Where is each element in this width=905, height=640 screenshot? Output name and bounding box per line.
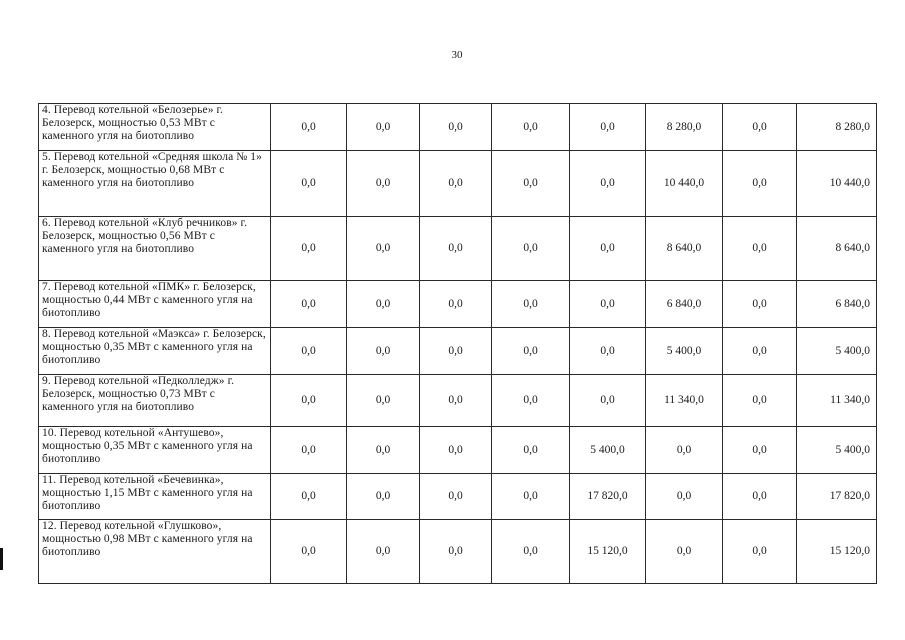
page-number: 30 [451,49,463,61]
table-row [39,427,877,474]
value-cell: 0,0 [492,281,570,328]
value-cell: 0,0 [492,104,570,151]
value-cell: 8 280,0 [646,104,723,151]
value-cell: 0,0 [570,375,646,427]
table-row [39,151,877,217]
row-total-cell: 6 840,0 [797,281,877,328]
value-cell: 0,0 [723,474,797,520]
value-cell: 0,0 [420,104,492,151]
value-cell: 0,0 [271,104,347,151]
row-description: 5. Перевод котельной «Средняя школа № 1» г. Белозерск, мощностью 0,68 МВт с каменного угля на биотопливо [39,151,271,217]
value-cell: 0,0 [570,328,646,375]
value-cell: 0,0 [420,375,492,427]
row-total-cell: 10 440,0 [797,151,877,217]
table-body [39,104,877,584]
value-cell: 0,0 [271,427,347,474]
value-cell: 0,0 [271,217,347,281]
row-description: 12. Перевод котельной «Глушково», мощностью 0,98 МВт с каменного угля на биотопливо [39,520,271,584]
value-cell: 0,0 [271,151,347,217]
value-cell: 0,0 [492,151,570,217]
value-cell: 0,0 [492,217,570,281]
row-description: 11. Перевод котельной «Бечевинка», мощностью 1,15 МВт с каменного угля на биотопливо [39,474,271,520]
budget-table [38,103,877,584]
value-cell: 0,0 [492,328,570,375]
row-total-cell: 11 340,0 [797,375,877,427]
value-cell: 0,0 [271,328,347,375]
value-cell: 0,0 [723,520,797,584]
value-cell: 0,0 [420,474,492,520]
value-cell: 0,0 [723,104,797,151]
value-cell: 0,0 [492,520,570,584]
value-cell: 0,0 [347,151,420,217]
value-cell: 6 840,0 [646,281,723,328]
value-cell: 0,0 [723,217,797,281]
value-cell: 0,0 [347,281,420,328]
row-total-cell: 15 120,0 [797,520,877,584]
table-row [39,520,877,584]
row-description: 6. Перевод котельной «Клуб речников» г. Белозерск, мощностью 0,56 МВт с каменного угля на биотопливо [39,217,271,281]
value-cell: 11 340,0 [646,375,723,427]
value-cell: 0,0 [492,375,570,427]
value-cell: 0,0 [723,281,797,328]
value-cell: 0,0 [347,217,420,281]
value-cell: 0,0 [347,375,420,427]
value-cell: 0,0 [347,474,420,520]
value-cell: 0,0 [347,427,420,474]
value-cell: 0,0 [347,328,420,375]
value-cell: 0,0 [271,281,347,328]
row-description: 7. Перевод котельной «ПМК» г. Белозерск, мощностью 0,44 МВт с каменного угля на биотопливо [39,281,271,328]
value-cell: 0,0 [570,281,646,328]
value-cell: 0,0 [723,151,797,217]
value-cell: 0,0 [570,104,646,151]
value-cell: 0,0 [420,151,492,217]
value-cell: 0,0 [492,474,570,520]
value-cell: 17 820,0 [570,474,646,520]
row-description: 10. Перевод котельной «Антушево», мощностью 0,35 МВт с каменного угля на биотопливо [39,427,271,474]
value-cell: 0,0 [646,474,723,520]
table-row [39,375,877,427]
row-total-cell: 5 400,0 [797,427,877,474]
value-cell: 0,0 [570,151,646,217]
row-total-cell: 8 280,0 [797,104,877,151]
table-row [39,217,877,281]
value-cell: 0,0 [420,217,492,281]
value-cell: 0,0 [646,520,723,584]
row-total-cell: 8 640,0 [797,217,877,281]
row-description: 8. Перевод котельной «Маэкса» г. Белозерск, мощностью 0,35 МВт с каменного угля на биотопливо [39,328,271,375]
row-description: 9. Перевод котельной «Педколледж» г. Белозерск, мощностью 0,73 МВт с каменного угля на биотопливо [39,375,271,427]
value-cell: 0,0 [347,520,420,584]
table-row [39,281,877,328]
value-cell: 15 120,0 [570,520,646,584]
value-cell: 0,0 [271,474,347,520]
table-row [39,104,877,151]
value-cell: 5 400,0 [570,427,646,474]
value-cell: 0,0 [492,427,570,474]
value-cell: 5 400,0 [646,328,723,375]
row-total-cell: 17 820,0 [797,474,877,520]
value-cell: 0,0 [347,104,420,151]
value-cell: 8 640,0 [646,217,723,281]
value-cell: 10 440,0 [646,151,723,217]
table-row [39,328,877,375]
table-row [39,474,877,520]
value-cell: 0,0 [723,375,797,427]
value-cell: 0,0 [420,520,492,584]
scan-mark-left [0,548,3,570]
value-cell: 0,0 [570,217,646,281]
value-cell: 0,0 [420,281,492,328]
value-cell: 0,0 [420,427,492,474]
value-cell: 0,0 [271,375,347,427]
value-cell: 0,0 [646,427,723,474]
value-cell: 0,0 [271,520,347,584]
row-total-cell: 5 400,0 [797,328,877,375]
row-description: 4. Перевод котельной «Белозерье» г. Белозерск, мощностью 0,53 МВт с каменного угля на биотопливо [39,104,271,151]
value-cell: 0,0 [420,328,492,375]
value-cell: 0,0 [723,328,797,375]
value-cell: 0,0 [723,427,797,474]
